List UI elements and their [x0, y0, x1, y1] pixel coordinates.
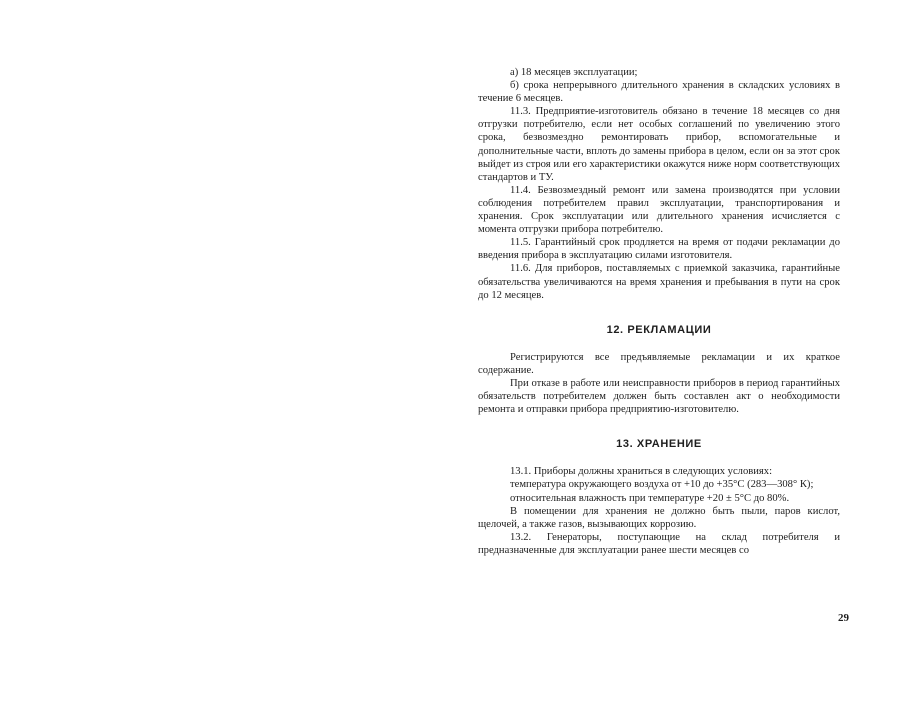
- document-page: [478, 66, 840, 557]
- paragraph-11-6: 11.6. Для приборов, поставляемых с приемкой заказчика, гарантийные обязательства увеличиваются на время хранения и пребывания в пути на срок до 12 месяцев.: [478, 263, 840, 301]
- section-12-title: 12. РЕКЛАМАЦИИ: [606, 323, 712, 336]
- page-number: 29: [838, 612, 849, 624]
- paragraph-13-1-humidity: относительная влажность при температуре +20 ± 5°С до 80%.: [510, 492, 790, 504]
- section-13-title: 13. ХРАНЕНИЕ: [616, 438, 702, 451]
- paragraph-11-2b: б) срока непрерывного длительного хранения в складских условиях в течение 6 месяцев.: [478, 80, 840, 105]
- paragraph-12-2: При отказе в работе или неисправности приборов в период гарантийных обязательств потребителем должен быть составлен акт о необходимости ремонта и отправки прибора предприятию-изготовителю.: [478, 377, 840, 416]
- paragraph-13-1-temperature: температура окружающего воздуха от +10 до +35°С (283—308° К);: [510, 479, 814, 491]
- paragraph-11-3: 11.3. Предприятие-изготовитель обязано в течение 18 месяцев со дня отгрузки потребителю, если нет особых соглашений по увеличению этого срока, безвозмездно ремонтировать прибор, вспомогательные и дополнительные части, вплоть до замены прибора в целом, если он за этот срок выйдет из строя или его характеристики окажутся ниже норм соответствующих стандартов и ТУ.: [478, 106, 840, 183]
- paragraph-13-1: 13.1. Приборы должны храниться в следующих условиях:: [510, 466, 773, 478]
- paragraph-13-1-storage-room: В помещении для хранения не должно быть пыли, паров кислот, щелочей, а также газов, вызывающих коррозию.: [478, 505, 840, 530]
- paragraph-11-5: 11.5. Гарантийный срок продляется на время от подачи рекламации до введения прибора в эксплуатацию силами изготовителя.: [478, 237, 840, 262]
- paragraph-11-4: 11.4. Безвозмездный ремонт или замена производятся при условии соблюдения потребителем правил эксплуатации, транспортирования и хранения. Срок эксплуатации или длительного хранения исчисляется с момента отгрузки прибора потребителю.: [478, 184, 840, 236]
- paragraph-11-2a: а) 18 месяцев эксплуатации;: [510, 67, 638, 78]
- paragraph-12-1: Регистрируются все предъявляемые рекламации и их краткое содержание.: [478, 351, 840, 376]
- paragraph-13-2: 13.2. Генераторы, поступающие на склад потребителя и предназначенные для эксплуатации ранее шести месяцев со: [478, 531, 840, 556]
